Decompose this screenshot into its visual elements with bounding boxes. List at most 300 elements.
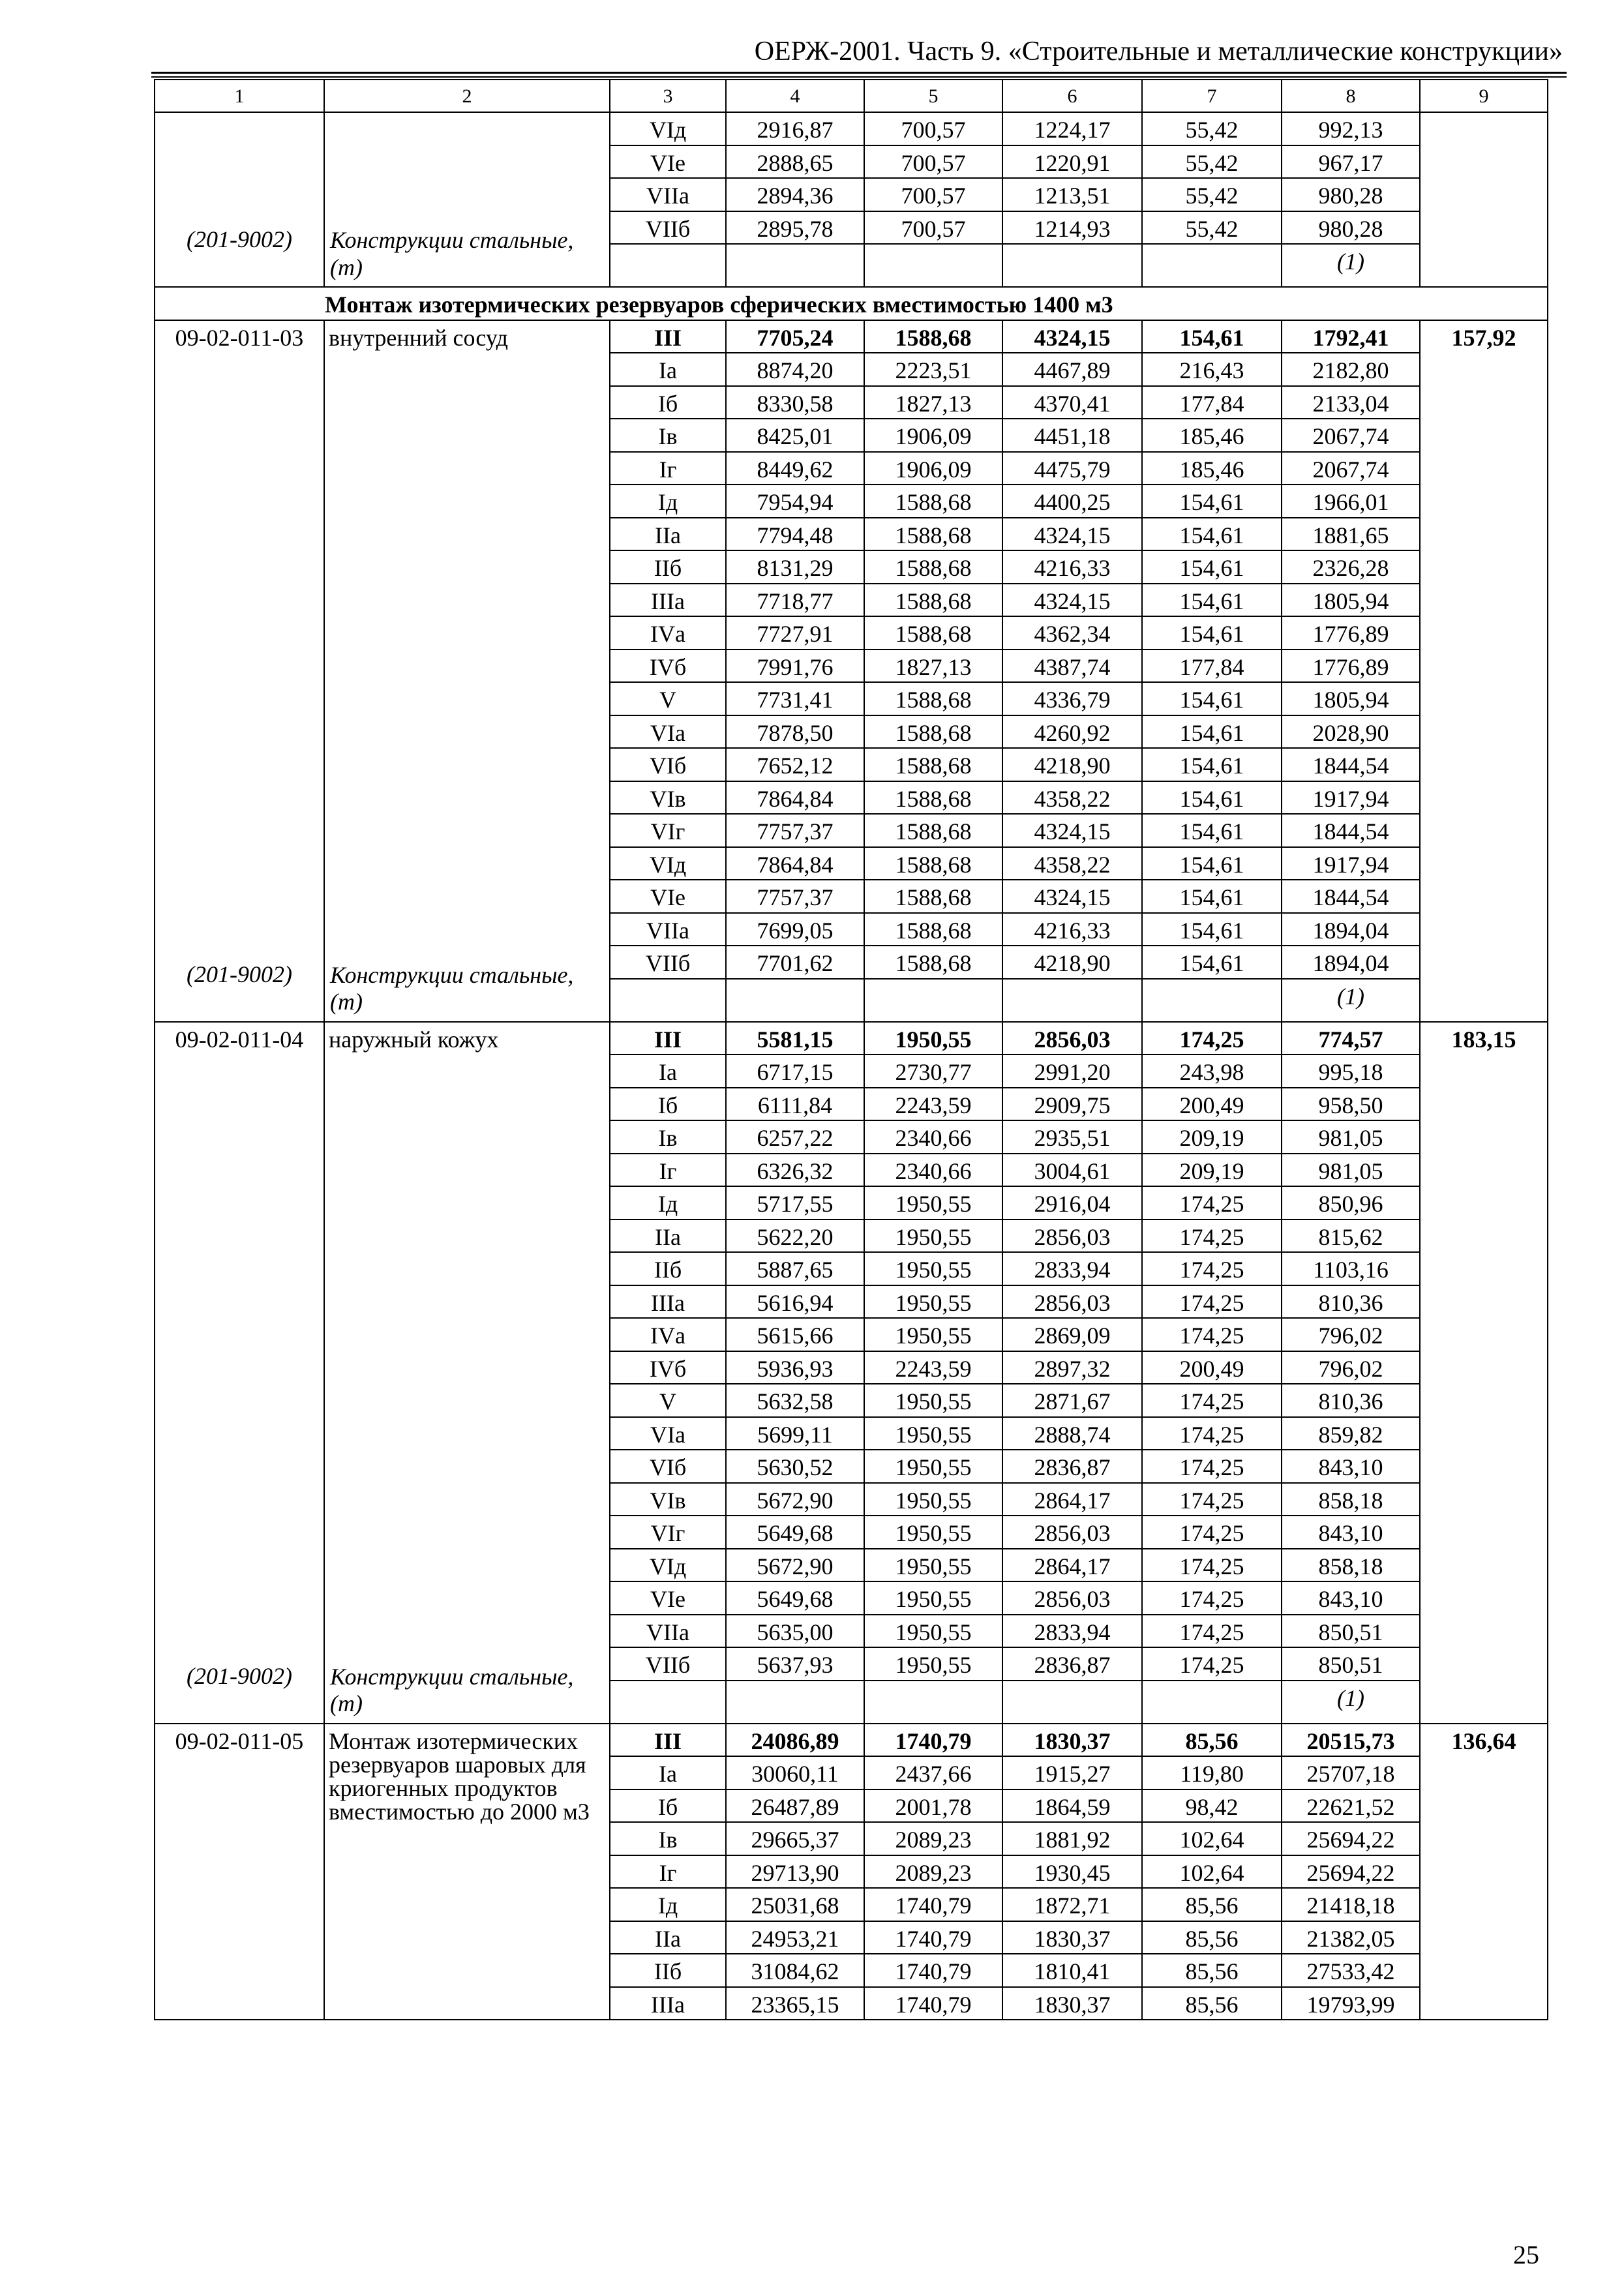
cell-col-9: 183,15 [1420, 1022, 1548, 1724]
cell-col-4: 7701,62 [726, 946, 864, 979]
page-number: 25 [1513, 2240, 1539, 2269]
cell-col-5: 1588,68 [864, 550, 1002, 584]
cell-col-7: 154,61 [1142, 518, 1282, 551]
cell-col-7: 102,64 [1142, 1855, 1282, 1889]
cell-col-6: 2991,20 [1002, 1055, 1142, 1088]
cell-col-7: 154,61 [1142, 485, 1282, 518]
cell-col-6: 4324,15 [1002, 320, 1142, 353]
cell-col-4: 5887,65 [726, 1252, 864, 1285]
cell-col-6: 2864,17 [1002, 1483, 1142, 1516]
cell-col-6: 4358,22 [1002, 781, 1142, 815]
table-row [155, 320, 1548, 353]
cell-col-3: III [610, 320, 726, 353]
cell-col-7: 216,43 [1142, 353, 1282, 386]
cell-col-5: 1588,68 [864, 715, 1002, 749]
cell-col-6: 2935,51 [1002, 1120, 1142, 1154]
cell-col-4: 2895,78 [726, 211, 864, 245]
cell-col-6: 4216,33 [1002, 913, 1142, 946]
cell-col-4: 29713,90 [726, 1855, 864, 1889]
column-header: 4 [726, 80, 864, 112]
cell-col-3: VIIб [610, 211, 726, 245]
cell-col-8: 1844,54 [1282, 748, 1420, 781]
section-title: Монтаж изотермических резервуаров сферических вместимостью 1400 м3 [155, 287, 1548, 320]
cell-col-8: 843,10 [1282, 1450, 1420, 1483]
cell-col-5: 1740,79 [864, 1921, 1002, 1954]
cell-col-8: 2028,90 [1282, 715, 1420, 749]
cell-col-8: 859,82 [1282, 1417, 1420, 1450]
empty-cell [1142, 979, 1282, 1022]
empty-cell [864, 979, 1002, 1022]
cell-col-8: 858,18 [1282, 1549, 1420, 1582]
cell-col-6: 4370,41 [1002, 386, 1142, 419]
cell-col-3: IVа [610, 616, 726, 650]
cell-col-6: 1930,45 [1002, 1855, 1142, 1889]
cell-col-8: 2133,04 [1282, 386, 1420, 419]
rate-name: наружный кожух [329, 1026, 499, 1053]
empty-cell [726, 244, 864, 287]
cell-col-5: 1588,68 [864, 616, 1002, 650]
rate-name: Монтаж изотермических резервуаров шаровых для криогенных продуктов вместимостью до 2000 м3 [329, 1728, 590, 1825]
cell-col-7: 209,19 [1142, 1154, 1282, 1187]
cell-col-6: 4260,92 [1002, 715, 1142, 749]
cell-col-8: 22621,52 [1282, 1789, 1420, 1823]
cell-col-8: 981,05 [1282, 1120, 1420, 1154]
cell-col-3: VIIб [610, 1647, 726, 1681]
cell-col-5: 1950,55 [864, 1549, 1002, 1582]
cell-col-6: 4451,18 [1002, 419, 1142, 452]
cell-col-6: 4358,22 [1002, 847, 1142, 880]
rate-name-cell [324, 112, 610, 287]
empty-cell [726, 1681, 864, 1724]
cell-col-5: 1588,68 [864, 584, 1002, 617]
cell-col-7: 185,46 [1142, 452, 1282, 485]
cell-col-4: 2916,87 [726, 112, 864, 145]
cell-col-4: 7864,84 [726, 781, 864, 815]
rates-table [154, 79, 1548, 2020]
empty-cell [1142, 1681, 1282, 1724]
rate-code: 09-02-011-05 [175, 1728, 304, 1754]
cell-col-8: 774,57 [1282, 1022, 1420, 1055]
cell-col-4: 5649,68 [726, 1581, 864, 1615]
cell-col-6: 4362,34 [1002, 616, 1142, 650]
cell-col-6: 4218,90 [1002, 946, 1142, 979]
cell-col-7: 177,84 [1142, 650, 1282, 683]
cell-col-6: 3004,61 [1002, 1154, 1142, 1187]
cell-col-8: 1103,16 [1282, 1252, 1420, 1285]
cell-col-4: 6717,15 [726, 1055, 864, 1088]
cell-col-7: 174,25 [1142, 1549, 1282, 1582]
empty-cell [1002, 244, 1142, 287]
empty-cell [610, 244, 726, 287]
cell-col-3: VIIа [610, 1615, 726, 1648]
cell-col-8: 995,18 [1282, 1055, 1420, 1088]
empty-cell [726, 979, 864, 1022]
cell-col-5: 1740,79 [864, 1987, 1002, 2020]
cell-col-5: 1950,55 [864, 1219, 1002, 1253]
cell-col-5: 1906,09 [864, 419, 1002, 452]
cell-col-3: VIв [610, 1483, 726, 1516]
cell-col-4: 5637,93 [726, 1647, 864, 1681]
cell-col-6: 1872,71 [1002, 1888, 1142, 1921]
cell-col-7: 243,98 [1142, 1055, 1282, 1088]
cell-col-8: 1805,94 [1282, 682, 1420, 715]
cell-col-4: 8425,01 [726, 419, 864, 452]
cell-col-3: VIIа [610, 913, 726, 946]
cell-col-8: 1917,94 [1282, 781, 1420, 815]
cell-col-3: III [610, 1724, 726, 1757]
cell-col-7: 154,61 [1142, 946, 1282, 979]
note-code: (201-9002) [187, 961, 292, 987]
cell-col-5: 1588,68 [864, 913, 1002, 946]
rate-name-cell [324, 1724, 610, 2020]
cell-col-8: 815,62 [1282, 1219, 1420, 1253]
cell-col-8: 850,51 [1282, 1615, 1420, 1648]
cell-col-7: 174,25 [1142, 1450, 1282, 1483]
cell-col-6: 1810,41 [1002, 1954, 1142, 1987]
cell-col-8: 21418,18 [1282, 1888, 1420, 1921]
cell-col-7: 154,61 [1142, 814, 1282, 847]
cell-col-5: 1950,55 [864, 1384, 1002, 1417]
cell-col-8: 2067,74 [1282, 452, 1420, 485]
cell-col-7: 200,49 [1142, 1351, 1282, 1384]
table-row [155, 1022, 1548, 1055]
cell-col-4: 23365,15 [726, 1987, 864, 2020]
cell-col-7: 55,42 [1142, 178, 1282, 211]
empty-cell [1002, 1681, 1142, 1724]
cell-col-8: 810,36 [1282, 1285, 1420, 1319]
cell-col-4: 6111,84 [726, 1088, 864, 1121]
cell-col-3: Iв [610, 1120, 726, 1154]
cell-col-7: 85,56 [1142, 1987, 1282, 2020]
cell-col-3: IIIа [610, 584, 726, 617]
cell-col-3: VIе [610, 1581, 726, 1615]
cell-col-5: 1740,79 [864, 1888, 1002, 1921]
cell-col-3: III [610, 1022, 726, 1055]
cell-col-7: 98,42 [1142, 1789, 1282, 1823]
cell-col-3: VIб [610, 748, 726, 781]
empty-cell [864, 244, 1002, 287]
cell-col-4: 5581,15 [726, 1022, 864, 1055]
cell-col-7: 174,25 [1142, 1318, 1282, 1351]
cell-col-5: 1588,68 [864, 847, 1002, 880]
cell-col-7: 55,42 [1142, 112, 1282, 145]
cell-col-4: 8449,62 [726, 452, 864, 485]
cell-col-5: 1827,13 [864, 386, 1002, 419]
cell-col-4: 7727,91 [726, 616, 864, 650]
cell-col-3: IIIа [610, 1987, 726, 2020]
cell-col-6: 2869,09 [1002, 1318, 1142, 1351]
cell-col-8: 980,28 [1282, 211, 1420, 245]
cell-col-3: VIг [610, 814, 726, 847]
cell-col-5: 2089,23 [864, 1855, 1002, 1889]
cell-col-6: 4324,15 [1002, 518, 1142, 551]
cell-col-8: 843,10 [1282, 1581, 1420, 1615]
cell-col-3: IIа [610, 518, 726, 551]
cell-col-3: Iг [610, 452, 726, 485]
cell-col-5: 1906,09 [864, 452, 1002, 485]
cell-col-3: Iд [610, 485, 726, 518]
cell-col-5: 1950,55 [864, 1285, 1002, 1319]
cell-col-4: 8330,58 [726, 386, 864, 419]
cell-col-4: 5672,90 [726, 1549, 864, 1582]
cell-col-5: 1740,79 [864, 1954, 1002, 1987]
cell-col-3: Iв [610, 419, 726, 452]
cell-col-3: VIе [610, 880, 726, 913]
cell-col-5: 2437,66 [864, 1756, 1002, 1789]
cell-col-8: 2182,80 [1282, 353, 1420, 386]
note-text: Конструкции стальные, (т) [330, 1663, 574, 1717]
cell-col-6: 4336,79 [1002, 682, 1142, 715]
cell-col-6: 1830,37 [1002, 1921, 1142, 1954]
cell-col-7: 177,84 [1142, 386, 1282, 419]
page-header: ОЕРЖ-2001. Часть 9. «Строительные и металлические конструкции» [754, 37, 1563, 67]
cell-col-7: 154,61 [1142, 781, 1282, 815]
cell-col-4: 24953,21 [726, 1921, 864, 1954]
rate-name-cell [324, 320, 610, 1022]
cell-col-4: 7864,84 [726, 847, 864, 880]
cell-col-8: 1776,89 [1282, 650, 1420, 683]
cell-col-8: 1844,54 [1282, 880, 1420, 913]
note-code: (201-9002) [187, 1662, 292, 1689]
cell-col-6: 2833,94 [1002, 1615, 1142, 1648]
cell-col-7: 154,61 [1142, 715, 1282, 749]
cell-col-8: 27533,42 [1282, 1954, 1420, 1987]
cell-col-6: 1220,91 [1002, 145, 1142, 179]
column-header: 6 [1002, 80, 1142, 112]
cell-col-8: 1805,94 [1282, 584, 1420, 617]
cell-col-5: 1588,68 [864, 781, 1002, 815]
cell-col-8: 858,18 [1282, 1483, 1420, 1516]
cell-col-3: VIд [610, 112, 726, 145]
cell-col-7: 209,19 [1142, 1120, 1282, 1154]
cell-col-4: 5615,66 [726, 1318, 864, 1351]
cell-col-6: 2856,03 [1002, 1219, 1142, 1253]
cell-col-8: 1894,04 [1282, 913, 1420, 946]
cell-col-9 [1420, 112, 1548, 287]
cell-col-3: Iб [610, 1789, 726, 1823]
cell-col-7: 85,56 [1142, 1724, 1282, 1757]
cell-col-5: 2340,66 [864, 1154, 1002, 1187]
rate-name: внутренний сосуд [329, 324, 508, 351]
cell-col-5: 1950,55 [864, 1252, 1002, 1285]
cell-col-8: 810,36 [1282, 1384, 1420, 1417]
cell-col-4: 2894,36 [726, 178, 864, 211]
cell-col-4: 5630,52 [726, 1450, 864, 1483]
rate-code: 09-02-011-03 [175, 324, 304, 351]
cell-col-4: 6257,22 [726, 1120, 864, 1154]
cell-col-3: VIа [610, 715, 726, 749]
column-header-row [155, 80, 1548, 112]
cell-col-3: VIа [610, 1417, 726, 1450]
cell-col-5: 700,57 [864, 145, 1002, 179]
cell-col-6: 2897,32 [1002, 1351, 1142, 1384]
column-header: 1 [155, 80, 324, 112]
cell-col-6: 2836,87 [1002, 1647, 1142, 1681]
cell-col-5: 1588,68 [864, 518, 1002, 551]
cell-col-5: 700,57 [864, 178, 1002, 211]
cell-col-3: Iд [610, 1186, 726, 1219]
cell-col-4: 7718,77 [726, 584, 864, 617]
cell-col-7: 85,56 [1142, 1888, 1282, 1921]
cell-col-4: 30060,11 [726, 1756, 864, 1789]
rate-code-cell [155, 1724, 324, 2020]
cell-col-3: VIв [610, 781, 726, 815]
cell-col-3: Iа [610, 1756, 726, 1789]
cell-col-5: 700,57 [864, 211, 1002, 245]
cell-col-9: 157,92 [1420, 320, 1548, 1022]
cell-col-5: 1950,55 [864, 1318, 1002, 1351]
header-rule-thin [151, 76, 1567, 78]
cell-col-8: 850,51 [1282, 1647, 1420, 1681]
cell-col-5: 2243,59 [864, 1351, 1002, 1384]
cell-col-4: 29665,37 [726, 1822, 864, 1855]
cell-col-4: 5635,00 [726, 1615, 864, 1648]
cell-col-3: IVа [610, 1318, 726, 1351]
cell-col-8: 843,10 [1282, 1516, 1420, 1549]
cell-col-6: 2856,03 [1002, 1285, 1142, 1319]
rate-code-cell [155, 320, 324, 1022]
cell-col-4: 7652,12 [726, 748, 864, 781]
cell-col-5: 1950,55 [864, 1647, 1002, 1681]
cell-col-4: 5936,93 [726, 1351, 864, 1384]
cell-col-6: 4475,79 [1002, 452, 1142, 485]
cell-col-3: IIб [610, 550, 726, 584]
cell-col-3: IIб [610, 1954, 726, 1987]
cell-col-7: 154,61 [1142, 913, 1282, 946]
note-col8: (1) [1282, 244, 1420, 287]
cell-col-5: 1588,68 [864, 485, 1002, 518]
cell-col-4: 24086,89 [726, 1724, 864, 1757]
cell-col-3: VIIб [610, 946, 726, 979]
table-row [155, 1724, 1548, 1757]
cell-col-5: 1950,55 [864, 1022, 1002, 1055]
cell-col-7: 174,25 [1142, 1219, 1282, 1253]
cell-col-7: 174,25 [1142, 1022, 1282, 1055]
cell-col-6: 1864,59 [1002, 1789, 1142, 1823]
cell-col-3: VIIа [610, 178, 726, 211]
cell-col-6: 1214,93 [1002, 211, 1142, 245]
cell-col-7: 55,42 [1142, 211, 1282, 245]
cell-col-8: 20515,73 [1282, 1724, 1420, 1757]
cell-col-3: Iг [610, 1154, 726, 1187]
cell-col-8: 796,02 [1282, 1318, 1420, 1351]
note-col8: (1) [1282, 979, 1420, 1022]
cell-col-3: IIа [610, 1219, 726, 1253]
cell-col-4: 26487,89 [726, 1789, 864, 1823]
cell-col-4: 5717,55 [726, 1186, 864, 1219]
cell-col-3: VIб [610, 1450, 726, 1483]
cell-col-5: 1950,55 [864, 1186, 1002, 1219]
cell-col-7: 154,61 [1142, 616, 1282, 650]
cell-col-8: 1894,04 [1282, 946, 1420, 979]
cell-col-3: VIд [610, 847, 726, 880]
cell-col-5: 1950,55 [864, 1516, 1002, 1549]
column-header: 7 [1142, 80, 1282, 112]
cell-col-3: Iб [610, 386, 726, 419]
cell-col-6: 1830,37 [1002, 1724, 1142, 1757]
cell-col-8: 967,17 [1282, 145, 1420, 179]
cell-col-7: 174,25 [1142, 1186, 1282, 1219]
cell-col-7: 174,25 [1142, 1417, 1282, 1450]
cell-col-6: 4218,90 [1002, 748, 1142, 781]
cell-col-4: 7705,24 [726, 320, 864, 353]
cell-col-7: 174,25 [1142, 1252, 1282, 1285]
cell-col-5: 2340,66 [864, 1120, 1002, 1154]
cell-col-5: 1588,68 [864, 880, 1002, 913]
cell-col-3: Iа [610, 353, 726, 386]
column-header: 2 [324, 80, 610, 112]
cell-col-4: 7699,05 [726, 913, 864, 946]
cell-col-4: 31084,62 [726, 1954, 864, 1987]
cell-col-6: 1915,27 [1002, 1756, 1142, 1789]
cell-col-6: 2833,94 [1002, 1252, 1142, 1285]
cell-col-5: 1950,55 [864, 1615, 1002, 1648]
cell-col-5: 2223,51 [864, 353, 1002, 386]
cell-col-5: 1588,68 [864, 814, 1002, 847]
cell-col-3: Iг [610, 1855, 726, 1889]
cell-col-3: IIIа [610, 1285, 726, 1319]
cell-col-4: 5616,94 [726, 1285, 864, 1319]
cell-col-3: VIе [610, 145, 726, 179]
table-row [155, 112, 1548, 145]
cell-col-6: 2836,87 [1002, 1450, 1142, 1483]
cell-col-6: 1224,17 [1002, 112, 1142, 145]
rate-code: 09-02-011-04 [175, 1026, 304, 1053]
cell-col-8: 1776,89 [1282, 616, 1420, 650]
cell-col-7: 154,61 [1142, 682, 1282, 715]
cell-col-8: 796,02 [1282, 1351, 1420, 1384]
cell-col-5: 1588,68 [864, 320, 1002, 353]
cell-col-7: 154,61 [1142, 320, 1282, 353]
cell-col-8: 25707,18 [1282, 1756, 1420, 1789]
cell-col-5: 2243,59 [864, 1088, 1002, 1121]
cell-col-4: 25031,68 [726, 1888, 864, 1921]
cell-col-6: 4216,33 [1002, 550, 1142, 584]
cell-col-5: 1740,79 [864, 1724, 1002, 1757]
note-code: (201-9002) [187, 226, 292, 252]
cell-col-6: 4400,25 [1002, 485, 1142, 518]
cell-col-8: 1917,94 [1282, 847, 1420, 880]
header-rule [151, 72, 1567, 74]
empty-cell [864, 1681, 1002, 1724]
cell-col-6: 2856,03 [1002, 1581, 1142, 1615]
cell-col-3: VIг [610, 1516, 726, 1549]
empty-cell [610, 1681, 726, 1724]
cell-col-5: 2089,23 [864, 1822, 1002, 1855]
cell-col-6: 4324,15 [1002, 584, 1142, 617]
cell-col-7: 185,46 [1142, 419, 1282, 452]
cell-col-7: 174,25 [1142, 1647, 1282, 1681]
note-text: Конструкции стальные, (т) [330, 961, 574, 1015]
cell-col-6: 2856,03 [1002, 1022, 1142, 1055]
cell-col-7: 119,80 [1142, 1756, 1282, 1789]
rate-code-cell [155, 112, 324, 287]
cell-col-7: 55,42 [1142, 145, 1282, 179]
cell-col-5: 2730,77 [864, 1055, 1002, 1088]
cell-col-7: 174,25 [1142, 1384, 1282, 1417]
cell-col-4: 7954,94 [726, 485, 864, 518]
cell-col-7: 174,25 [1142, 1516, 1282, 1549]
cell-col-3: Iд [610, 1888, 726, 1921]
note-text: Конструкции стальные, (т) [330, 227, 574, 280]
cell-col-7: 154,61 [1142, 584, 1282, 617]
cell-col-4: 7757,37 [726, 814, 864, 847]
rate-code-cell [155, 1022, 324, 1724]
cell-col-8: 981,05 [1282, 1154, 1420, 1187]
cell-col-3: IIб [610, 1252, 726, 1285]
cell-col-6: 2888,74 [1002, 1417, 1142, 1450]
cell-col-8: 19793,99 [1282, 1987, 1420, 2020]
